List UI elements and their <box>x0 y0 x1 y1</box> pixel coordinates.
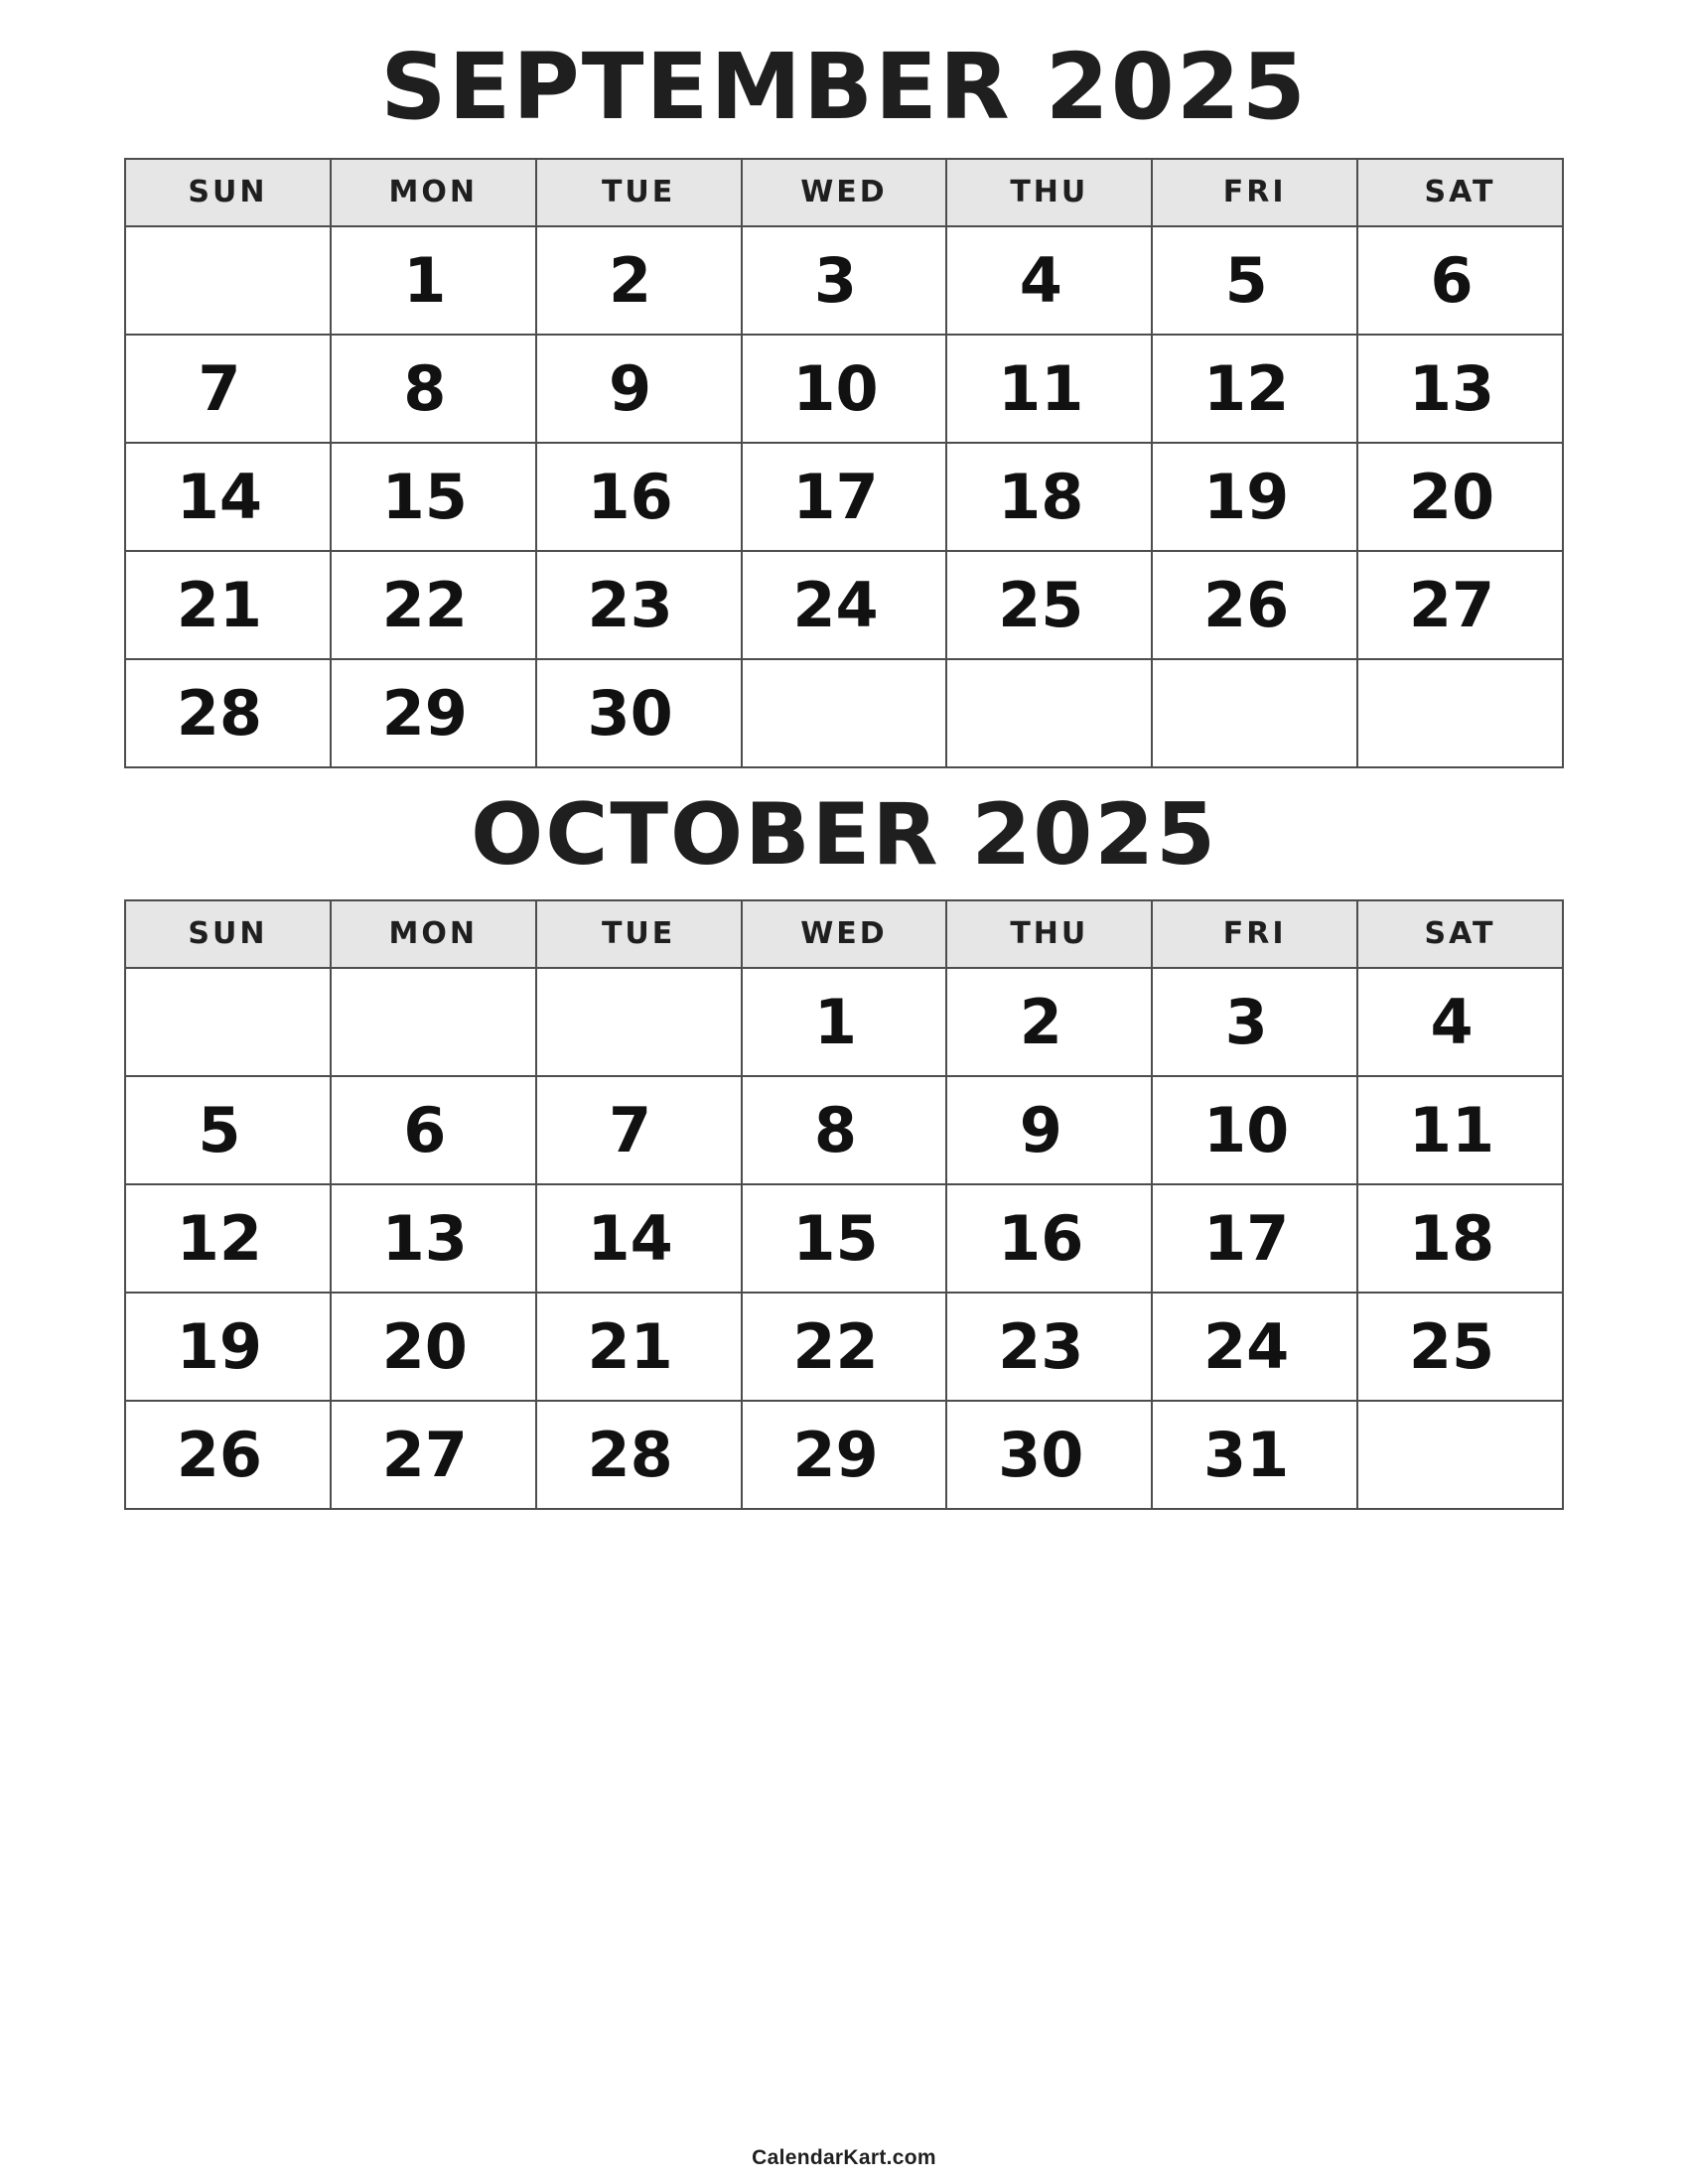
weekday-header-wed: WED <box>742 900 947 968</box>
day-cell <box>1357 659 1563 767</box>
weekday-header-mon: MON <box>331 159 536 226</box>
day-cell: 16 <box>536 443 742 551</box>
month-title-september: SEPTEMBER 2025 <box>380 34 1308 140</box>
day-cell: 11 <box>1357 1076 1563 1184</box>
day-cell: 27 <box>331 1401 536 1509</box>
weekday-header-wed: WED <box>742 159 947 226</box>
day-cell: 13 <box>331 1184 536 1293</box>
day-cell: 25 <box>1357 1293 1563 1401</box>
day-cell: 1 <box>742 968 947 1076</box>
weekday-header-tue: TUE <box>536 159 742 226</box>
day-cell: 31 <box>1152 1401 1357 1509</box>
weekday-header-row <box>125 900 1563 968</box>
day-cell: 29 <box>331 659 536 767</box>
day-cell: 9 <box>536 335 742 443</box>
week-row <box>125 1184 1563 1293</box>
week-row <box>125 1293 1563 1401</box>
weekday-header-fri: FRI <box>1152 900 1357 968</box>
day-cell <box>125 968 331 1076</box>
day-cell: 6 <box>1357 226 1563 335</box>
day-cell: 22 <box>331 551 536 659</box>
day-cell: 3 <box>1152 968 1357 1076</box>
day-cell: 26 <box>125 1401 331 1509</box>
day-cell <box>1357 1401 1563 1509</box>
day-cell: 15 <box>331 443 536 551</box>
day-cell: 2 <box>946 968 1152 1076</box>
day-cell <box>331 968 536 1076</box>
day-cell: 5 <box>1152 226 1357 335</box>
weekday-header-sat: SAT <box>1357 900 1563 968</box>
day-cell: 17 <box>1152 1184 1357 1293</box>
day-cell: 23 <box>946 1293 1152 1401</box>
weekday-header-sun: SUN <box>125 900 331 968</box>
day-cell: 22 <box>742 1293 947 1401</box>
day-cell: 2 <box>536 226 742 335</box>
day-cell <box>946 659 1152 767</box>
day-cell: 8 <box>331 335 536 443</box>
day-cell: 19 <box>125 1293 331 1401</box>
day-cell: 4 <box>1357 968 1563 1076</box>
day-cell: 20 <box>1357 443 1563 551</box>
day-cell: 12 <box>1152 335 1357 443</box>
day-cell: 7 <box>536 1076 742 1184</box>
weekday-header-sun: SUN <box>125 159 331 226</box>
week-row <box>125 226 1563 335</box>
day-cell: 30 <box>946 1401 1152 1509</box>
day-cell: 18 <box>1357 1184 1563 1293</box>
weekday-header-row <box>125 159 1563 226</box>
day-cell: 15 <box>742 1184 947 1293</box>
week-row <box>125 551 1563 659</box>
weekday-header-tue: TUE <box>536 900 742 968</box>
week-row <box>125 1401 1563 1509</box>
day-cell: 14 <box>536 1184 742 1293</box>
day-cell: 10 <box>1152 1076 1357 1184</box>
day-cell: 24 <box>742 551 947 659</box>
month-block-october <box>94 768 1594 1510</box>
day-cell: 6 <box>331 1076 536 1184</box>
day-cell: 16 <box>946 1184 1152 1293</box>
day-cell: 21 <box>536 1293 742 1401</box>
day-cell: 11 <box>946 335 1152 443</box>
day-cell <box>536 968 742 1076</box>
weekday-header-sat: SAT <box>1357 159 1563 226</box>
day-cell: 24 <box>1152 1293 1357 1401</box>
month-block-september <box>94 30 1594 768</box>
weekday-header-thu: THU <box>946 900 1152 968</box>
day-cell: 27 <box>1357 551 1563 659</box>
footer-tld: .com <box>886 2146 936 2169</box>
day-cell: 13 <box>1357 335 1563 443</box>
weekday-header-mon: MON <box>331 900 536 968</box>
day-cell: 7 <box>125 335 331 443</box>
week-row <box>125 1076 1563 1184</box>
calendar-table-october <box>124 899 1564 1510</box>
month-title-october: OCTOBER 2025 <box>471 784 1217 885</box>
day-cell: 14 <box>125 443 331 551</box>
day-cell: 20 <box>331 1293 536 1401</box>
day-cell <box>125 226 331 335</box>
week-row <box>125 659 1563 767</box>
week-row <box>125 443 1563 551</box>
day-cell: 30 <box>536 659 742 767</box>
day-cell: 3 <box>742 226 947 335</box>
day-cell: 10 <box>742 335 947 443</box>
day-cell: 8 <box>742 1076 947 1184</box>
day-cell: 23 <box>536 551 742 659</box>
week-row <box>125 335 1563 443</box>
day-cell <box>742 659 947 767</box>
day-cell: 26 <box>1152 551 1357 659</box>
day-cell: 4 <box>946 226 1152 335</box>
footer-credit <box>94 2146 1594 2184</box>
day-cell: 18 <box>946 443 1152 551</box>
day-cell: 9 <box>946 1076 1152 1184</box>
day-cell: 21 <box>125 551 331 659</box>
day-cell: 1 <box>331 226 536 335</box>
day-cell: 17 <box>742 443 947 551</box>
day-cell <box>1152 659 1357 767</box>
day-cell: 19 <box>1152 443 1357 551</box>
weekday-header-thu: THU <box>946 159 1152 226</box>
calendar-table-september <box>124 158 1564 768</box>
day-cell: 29 <box>742 1401 947 1509</box>
footer-brand: CalendarKart <box>752 2146 887 2169</box>
day-cell: 5 <box>125 1076 331 1184</box>
week-row <box>125 968 1563 1076</box>
day-cell: 28 <box>536 1401 742 1509</box>
weekday-header-fri: FRI <box>1152 159 1357 226</box>
day-cell: 25 <box>946 551 1152 659</box>
day-cell: 12 <box>125 1184 331 1293</box>
day-cell: 28 <box>125 659 331 767</box>
